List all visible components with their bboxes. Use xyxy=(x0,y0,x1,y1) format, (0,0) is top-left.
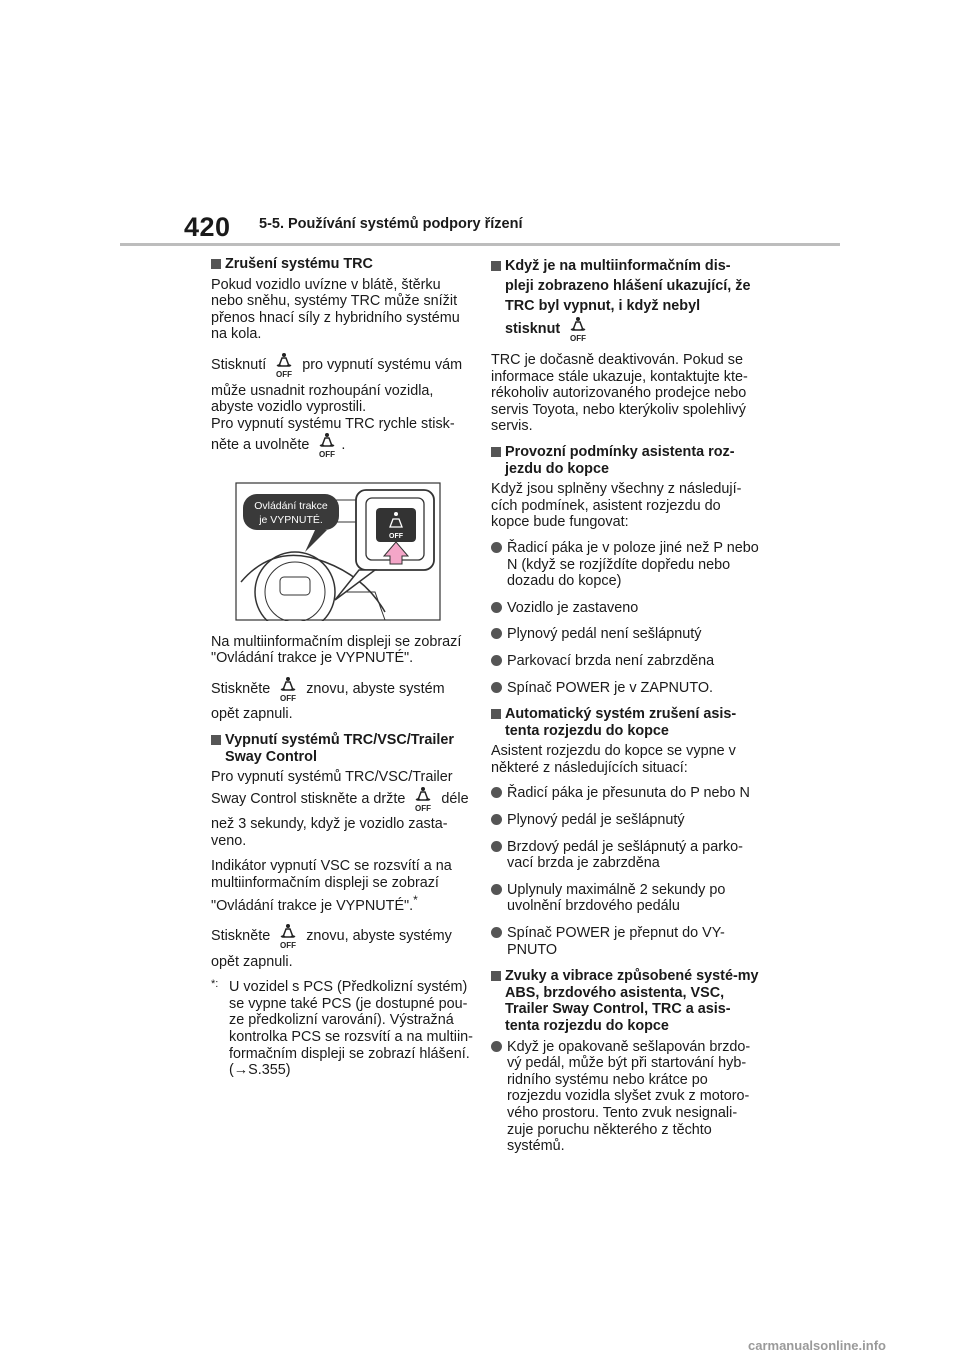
heading-trc-vsc-off: Vypnutí systémů TRC/VSC/Trailer Sway Control xyxy=(211,732,473,765)
paragraph: Asistent rozjezdu do kopce se vypne v některé z následujících situací: xyxy=(491,743,736,776)
list-item: Plynový pedál je sešlápnutý xyxy=(491,812,759,829)
svg-text:OFF: OFF xyxy=(415,803,432,812)
square-bullet-icon xyxy=(211,259,221,269)
list-item: Řadicí páka je v poloze jiné než P nebo N (když se rozjíždíte dopředu nebo dozadu do kopce) xyxy=(491,540,759,590)
svg-text:OFF: OFF xyxy=(319,450,336,459)
paragraph: Stisknutí OFF pro vypnutí systému vám může usnadnit rozhoupání vozidla, abyste vozidlo vyprostili. Pro vypnutí systému TRC rychle stisk-něte a uvolněte OFF . xyxy=(211,352,473,463)
round-bullet-icon xyxy=(491,841,502,852)
watermark: carmanualsonline.info xyxy=(748,1338,886,1353)
square-bullet-icon xyxy=(211,735,221,745)
heading-trc-cancel: Zrušení systému TRC xyxy=(211,256,473,273)
svg-text:OFF: OFF xyxy=(389,532,403,540)
round-bullet-icon xyxy=(491,542,502,553)
paragraph: Na multiinformačním displeji se zobrazí "Ovládání trakce je VYPNUTÉ". xyxy=(211,633,462,667)
square-bullet-icon xyxy=(491,709,501,719)
round-bullet-icon xyxy=(491,927,502,938)
round-bullet-icon xyxy=(491,628,502,639)
page-number: 420 xyxy=(184,212,231,242)
round-bullet-icon xyxy=(491,814,502,825)
callout-line-2: je VYPNUTÉ. xyxy=(259,513,323,526)
list-item: Uplynuly maximálně 2 sekundy po uvolnění brzdového pedálu xyxy=(491,882,759,915)
round-bullet-icon xyxy=(491,602,502,613)
list-item: Spínač POWER je v ZAPNUTO. xyxy=(491,680,759,697)
list-item: Brzdový pedál je sešlápnutý a parko-vací brzda je zabrzděna xyxy=(491,839,759,872)
trc-off-switch-icon xyxy=(412,786,434,817)
dashboard-illustration xyxy=(235,482,441,621)
svg-text:OFF: OFF xyxy=(280,941,297,950)
paragraph: Stiskněte OFF znovu, abyste systém opět zapnuli. xyxy=(211,676,473,723)
svg-text:OFF: OFF xyxy=(570,334,587,342)
heading-sounds-vibrations: Zvuky a vibrace způsobené systé-my ABS, brzdového asistenta, VSC, Trailer Sway Control, TRC a asis-tenta rozjezdu do kopce xyxy=(491,968,759,1034)
trc-off-switch-icon xyxy=(277,923,299,954)
left-column xyxy=(211,256,473,1085)
list-item: Parkovací brzda není zabrzděna xyxy=(491,653,759,670)
list-item: Řadicí páka je přesunuta do P nebo N xyxy=(491,785,759,802)
square-bullet-icon xyxy=(491,261,501,271)
round-bullet-icon xyxy=(491,682,502,693)
section-title: 5-5. Používání systémů podpory řízení xyxy=(259,216,523,232)
round-bullet-icon xyxy=(491,787,502,798)
header-rule xyxy=(120,243,840,246)
list-item: Plynový pedál není sešlápnutý xyxy=(491,626,759,643)
callout-line-1: Ovládání trakce xyxy=(254,499,328,512)
paragraph: Indikátor vypnutí VSC se rozsvítí a na multiinformačním displeji se zobrazí "Ovládání trakce je VYPNUTÉ".* xyxy=(211,858,452,914)
footnote: *: U vozidel s PCS (Předkolizní systém) se vypne také PCS (je dostupné pou-ze předkolizní varování). Výstražná kontrolka PCS se rozsvítí a na multiin-formačním displeji se zobrazí hlášení. (→S.355) xyxy=(211,978,473,1079)
trc-off-switch-icon xyxy=(316,432,338,463)
list-item: Spínač POWER je přepnut do VY-PNUTO xyxy=(491,925,759,958)
list-item: Vozidlo je zastaveno xyxy=(491,600,759,617)
paragraph: Stiskněte OFF znovu, abyste systémy opět zapnuli. xyxy=(211,923,473,970)
right-column xyxy=(491,256,759,1165)
square-bullet-icon xyxy=(491,971,501,981)
trc-off-switch-icon xyxy=(567,316,589,348)
heading-hill-start-cancel: Automatický systém zrušení asis-tenta rozjezdu do kopce xyxy=(491,706,759,739)
paragraph: TRC je dočasně deaktivován. Pokud se informace stále ukazuje, kontaktujte kte-rékoholiv autorizovaného prodejce nebo servis Toyota, nebo kterýkoliv spolehlivý servis. xyxy=(491,352,748,435)
svg-text:OFF: OFF xyxy=(280,693,297,702)
list-item: Když je opakovaně sešlapován brzdo-vý pedál, může být při startování hyb-ridního systému nebo krátce po rozjezdu vozidla slyšet zvuk z motoro-vého prostoru. Tento zvuk nesignali-zuje poruchu některého z těchto systémů. xyxy=(491,1039,759,1155)
heading-hill-start-conditions: Provozní podmínky asistenta roz-jezdu do kopce xyxy=(491,444,759,477)
paragraph: Když jsou splněny všechny z následují-cích podmínek, asistent rozjezdu do kopce bude fungovat: xyxy=(491,481,742,531)
trc-off-switch-icon xyxy=(277,676,299,707)
round-bullet-icon xyxy=(491,884,502,895)
round-bullet-icon xyxy=(491,1041,502,1052)
paragraph: Pro vypnutí systémů TRC/VSC/Trailer Sway Control stiskněte a držte OFF déle než 3 sekundy, když je vozidlo zasta-veno. xyxy=(211,769,469,849)
heading-trc-message: Když je na multiinformačním dis-pleji zobrazeno hlášení ukazující, že TRC byl vypnut, i když nebyl stisknut OFF xyxy=(491,256,759,348)
svg-text:OFF: OFF xyxy=(276,369,293,378)
trc-off-switch-icon xyxy=(273,352,295,383)
square-bullet-icon xyxy=(491,447,501,457)
round-bullet-icon xyxy=(491,655,502,666)
paragraph: Pokud vozidlo uvízne v blátě, štěrku nebo sněhu, systémy TRC může snížit přenos hnací síly z hybridního systému na kola. xyxy=(211,276,460,343)
